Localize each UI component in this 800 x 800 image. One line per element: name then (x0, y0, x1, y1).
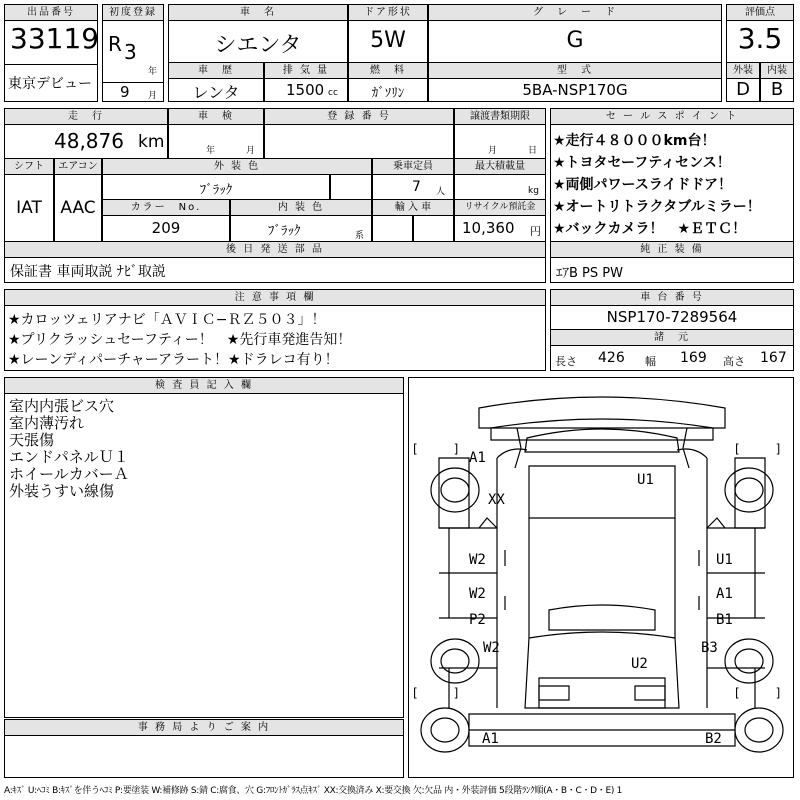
car-diagram (408, 377, 794, 778)
damage-mark: A1 (469, 450, 486, 466)
reg-month: 9 (120, 83, 130, 101)
damage-mark: W2 (469, 552, 486, 568)
exterior-color: ﾌﾞﾗｯｸ (199, 183, 233, 198)
lot-label: 出品番号 (4, 4, 98, 21)
damage-mark: U1 (637, 472, 654, 488)
door-type: 5W (370, 28, 406, 53)
reg-year: 3 (124, 40, 137, 64)
damage-mark: P2 (469, 612, 486, 628)
model: 5BA-NSP170G (522, 81, 628, 99)
chassis-number: NSP170-7289564 (606, 308, 738, 326)
fuel: ｶﾞｿﾘﾝ (371, 86, 405, 101)
inspector-line: 天張傷 (9, 431, 55, 449)
equipment: ｴｱB PS PW (556, 266, 623, 281)
note-line: ★プリクラッシュセーフティー！ ★先行車発進告知！ (8, 332, 352, 348)
interior-grade: B (770, 79, 784, 100)
sales-point: ★トヨタセーフティセンス！ (553, 155, 731, 171)
displacement: 1500 (286, 81, 325, 99)
air-conditioner: AAC (60, 198, 96, 218)
note-line: ★レーンディパーチャーアラート！★ドラレコ有り！ (8, 352, 339, 368)
mileage: 48,876 (54, 129, 124, 153)
sales-point: ★走行４８０００km台！ (553, 133, 716, 149)
history: レンタ (192, 83, 240, 102)
shift: IAT (16, 198, 42, 218)
bracket: [ ] (413, 686, 459, 700)
sales-point: ★オートリトラクタブルミラー！ (553, 199, 761, 215)
note-line: ★カロッツェリアナビ「ＡＶＩＣ−ＲＺ５０３」！ (8, 312, 326, 328)
recycle-fee: 10,360 (462, 219, 515, 237)
bracket: [ ] (413, 442, 459, 456)
office-notes (4, 735, 404, 778)
bracket: [ ] (735, 686, 781, 700)
inspector-line: 外装うすい線傷 (9, 482, 115, 500)
era: R (108, 32, 122, 56)
damage-mark: B3 (701, 640, 718, 656)
capacity: 7 (412, 179, 421, 195)
sales-point: ★バックカメラ！ ★ＥＴＣ！ (553, 221, 747, 237)
legend-footer: A:ｷｽﾞ U:ﾍｺﾐ B:ｷｽﾞを伴うﾍｺﾐ P:要塗装 W:補修跡 S:錆 C:腐食、穴 G:ﾌﾛﾝﾄｶﾞﾗｽ点ｷｽﾞ XX:交換済み X:要交換 欠:欠品 内・外装評価 5段階ﾗﾝｸ順(A・B・C・D・E) 1 (4, 786, 623, 796)
exterior-grade: D (736, 79, 750, 100)
plate-number (264, 124, 454, 159)
damage-mark: B2 (705, 731, 722, 747)
length: 426 (598, 350, 625, 366)
sales-point: ★両側パワースライドドア！ (553, 177, 733, 193)
first-reg-label: 初度登録 (102, 4, 164, 21)
damage-mark: A1 (716, 586, 733, 602)
car-outline (409, 378, 794, 778)
damage-mark: B1 (716, 612, 733, 628)
damage-mark: U2 (631, 656, 648, 672)
grade: G (566, 28, 584, 53)
score: 3.5 (737, 22, 783, 55)
damage-mark: A1 (482, 731, 499, 747)
lot-number: 33119 (10, 22, 100, 55)
wheels (421, 468, 783, 752)
interior-color: ﾌﾞﾗｯｸ (268, 224, 301, 239)
damage-mark: W2 (469, 586, 486, 602)
height: 167 (760, 350, 787, 366)
car-name: シエンタ (214, 33, 302, 58)
damage-mark: XX (488, 492, 505, 508)
inspector-line: 室内内張ビス穴 (9, 397, 115, 415)
later-parts: 保証書 車両取説 ﾅﾋﾞ取説 (10, 264, 166, 280)
color-number: 209 (151, 219, 181, 237)
venue: 東京デビュー (8, 76, 92, 92)
inspector-line: ホイールカバーＡ (9, 465, 129, 483)
damage-mark: U1 (716, 552, 733, 568)
inspector-line: エンドパネルＵ１ (9, 448, 129, 466)
inspector-line: 室内薄汚れ (9, 414, 85, 432)
damage-mark: W2 (483, 640, 500, 656)
width: 169 (680, 350, 707, 366)
bracket: [ ] (735, 442, 781, 456)
